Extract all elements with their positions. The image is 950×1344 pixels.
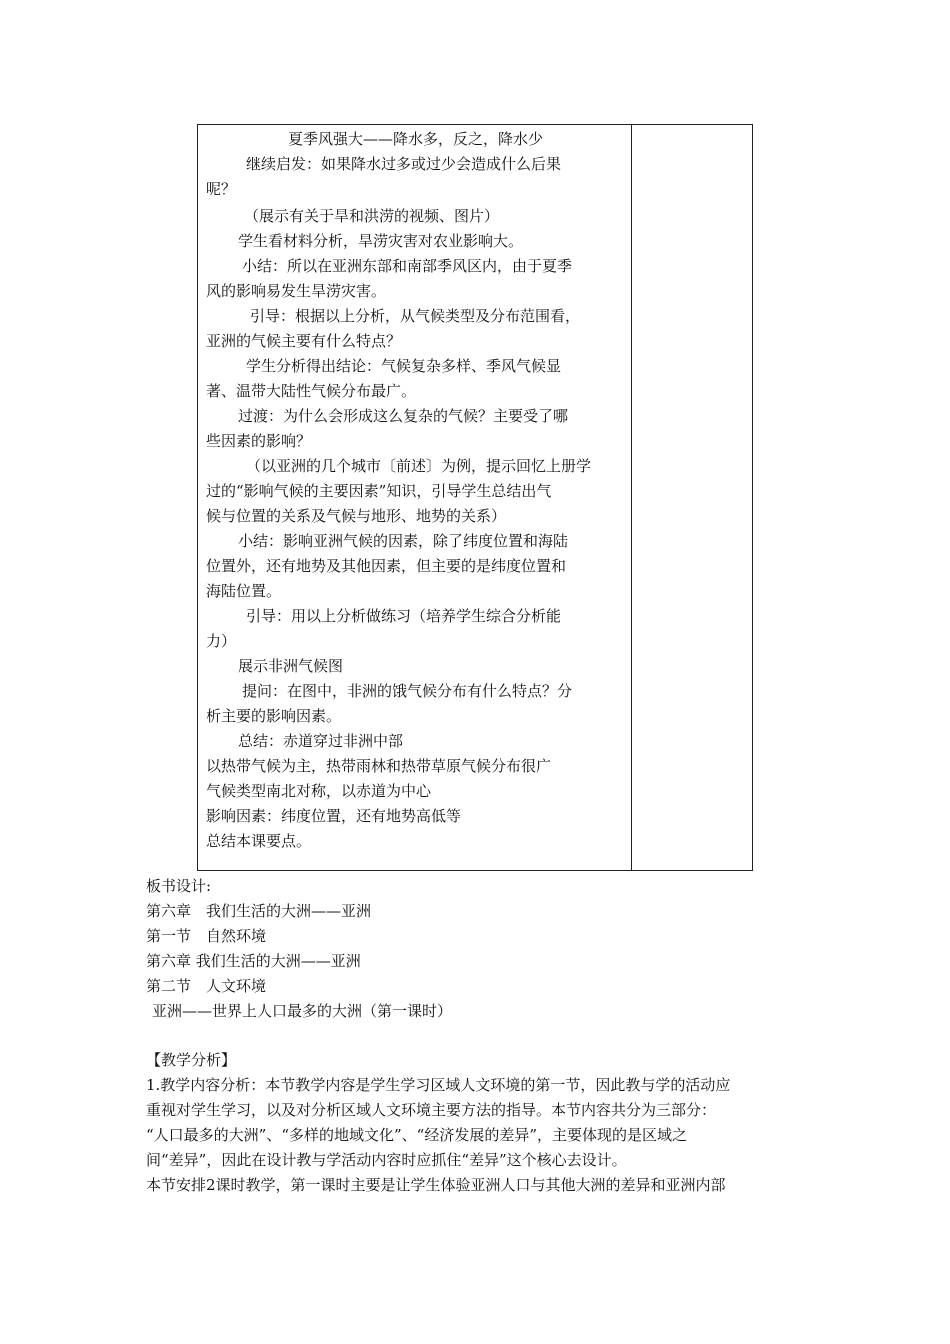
analysis-line: 本节安排2课时教学，第一课时主要是让学生体验亚洲人口与其他大洲的差异和亚洲内部 bbox=[146, 1176, 726, 1194]
board-line: 第二节 人文环境 bbox=[146, 977, 267, 995]
table-line: 小结：所以在亚洲东部和南部季风区内，由于夏季 bbox=[242, 257, 573, 275]
table-line: 过渡：为什么会形成这么复杂的气候？主要受了哪 bbox=[238, 407, 569, 425]
table-line: （以亚洲的几个城市〔前述〕为例，提示回忆上册学 bbox=[246, 457, 592, 475]
table-line: 夏季风强大——降水多，反之，降水少 bbox=[288, 130, 544, 148]
table-line: 继续启发：如果降水过多或过少会造成什么后果 bbox=[246, 155, 562, 173]
table-line: 呢？ bbox=[206, 180, 237, 198]
table-line: 影响因素：纬度位置，还有地势高低等 bbox=[206, 807, 462, 825]
board-line: 第一节 自然环境 bbox=[146, 927, 267, 945]
table-line: （展示有关于旱和洪涝的视频、图片） bbox=[244, 207, 500, 225]
table-line: 亚洲的气候主要有什么特点？ bbox=[206, 332, 402, 350]
table-line: 析主要的影响因素。 bbox=[206, 707, 342, 725]
board-line: 第六章 我们生活的大洲——亚洲 bbox=[146, 902, 372, 920]
table-line: 以热带气候为主，热带雨林和热带草原气候分布很广 bbox=[206, 757, 552, 775]
table-line: 著、温带大陆性气候分布最广。 bbox=[206, 382, 417, 400]
table-line: 候与位置的关系及气候与地形、地势的关系） bbox=[206, 507, 507, 525]
table-line: 海陆位置。 bbox=[206, 582, 282, 600]
board-line: 亚洲——世界上人口最多的大洲（第一课时） bbox=[152, 1002, 453, 1020]
table-line: 总结本课要点。 bbox=[206, 832, 312, 850]
analysis-line: 重视对学生学习，以及对分析区域人文环境主要方法的指导。本节内容共分为三部分： bbox=[146, 1101, 717, 1119]
analysis-line: 1.教学内容分析：本节教学内容是学生学习区域人文环境的第一节，因此教与学的活动应 bbox=[146, 1076, 731, 1094]
table-line: 位置外，还有地势及其他因素，但主要的是纬度位置和 bbox=[206, 557, 567, 575]
analysis-heading: 【教学分析】 bbox=[146, 1051, 237, 1069]
table-line: 气候类型南北对称，以赤道为中心 bbox=[206, 782, 432, 800]
table-line: 学生分析得出结论：气候复杂多样、季风气候显 bbox=[246, 357, 562, 375]
table-line: 引导：根据以上分析，从气候类型及分布范围看， bbox=[250, 307, 581, 325]
table-line: 提问：在图中，非洲的饿气候分布有什么特点？分 bbox=[242, 682, 573, 700]
board-design-heading: 板书设计: bbox=[146, 877, 212, 895]
table-line: 引导：用以上分析做练习（培养学生综合分析能 bbox=[246, 607, 562, 625]
table-line: 力） bbox=[206, 632, 237, 650]
analysis-line: “人口最多的大洲”、“多样的地域文化”、“经济发展的差异”，主要体现的是区域之 bbox=[146, 1126, 688, 1144]
table-line: 学生看材料分析，旱涝灾害对农业影响大。 bbox=[238, 232, 524, 250]
table-line: 风的影响易发生旱涝灾害。 bbox=[206, 282, 387, 300]
lesson-table bbox=[197, 124, 753, 871]
table-line: 展示非洲气候图 bbox=[238, 657, 344, 675]
table-line: 小结：影响亚洲气候的因素，除了纬度位置和海陆 bbox=[238, 532, 569, 550]
analysis-line: 间“差异”，因此在设计教与学活动内容时应抓住“差异”这个核心去设计。 bbox=[146, 1151, 627, 1169]
table-line: 总结：赤道穿过非洲中部 bbox=[238, 732, 404, 750]
board-line: 第六章 我们生活的大洲——亚洲 bbox=[146, 952, 361, 970]
column-divider bbox=[631, 125, 632, 870]
table-line: 过的“影响气候的主要因素”知识，引导学生总结出气 bbox=[206, 482, 552, 500]
table-line: 些因素的影响？ bbox=[206, 432, 312, 450]
